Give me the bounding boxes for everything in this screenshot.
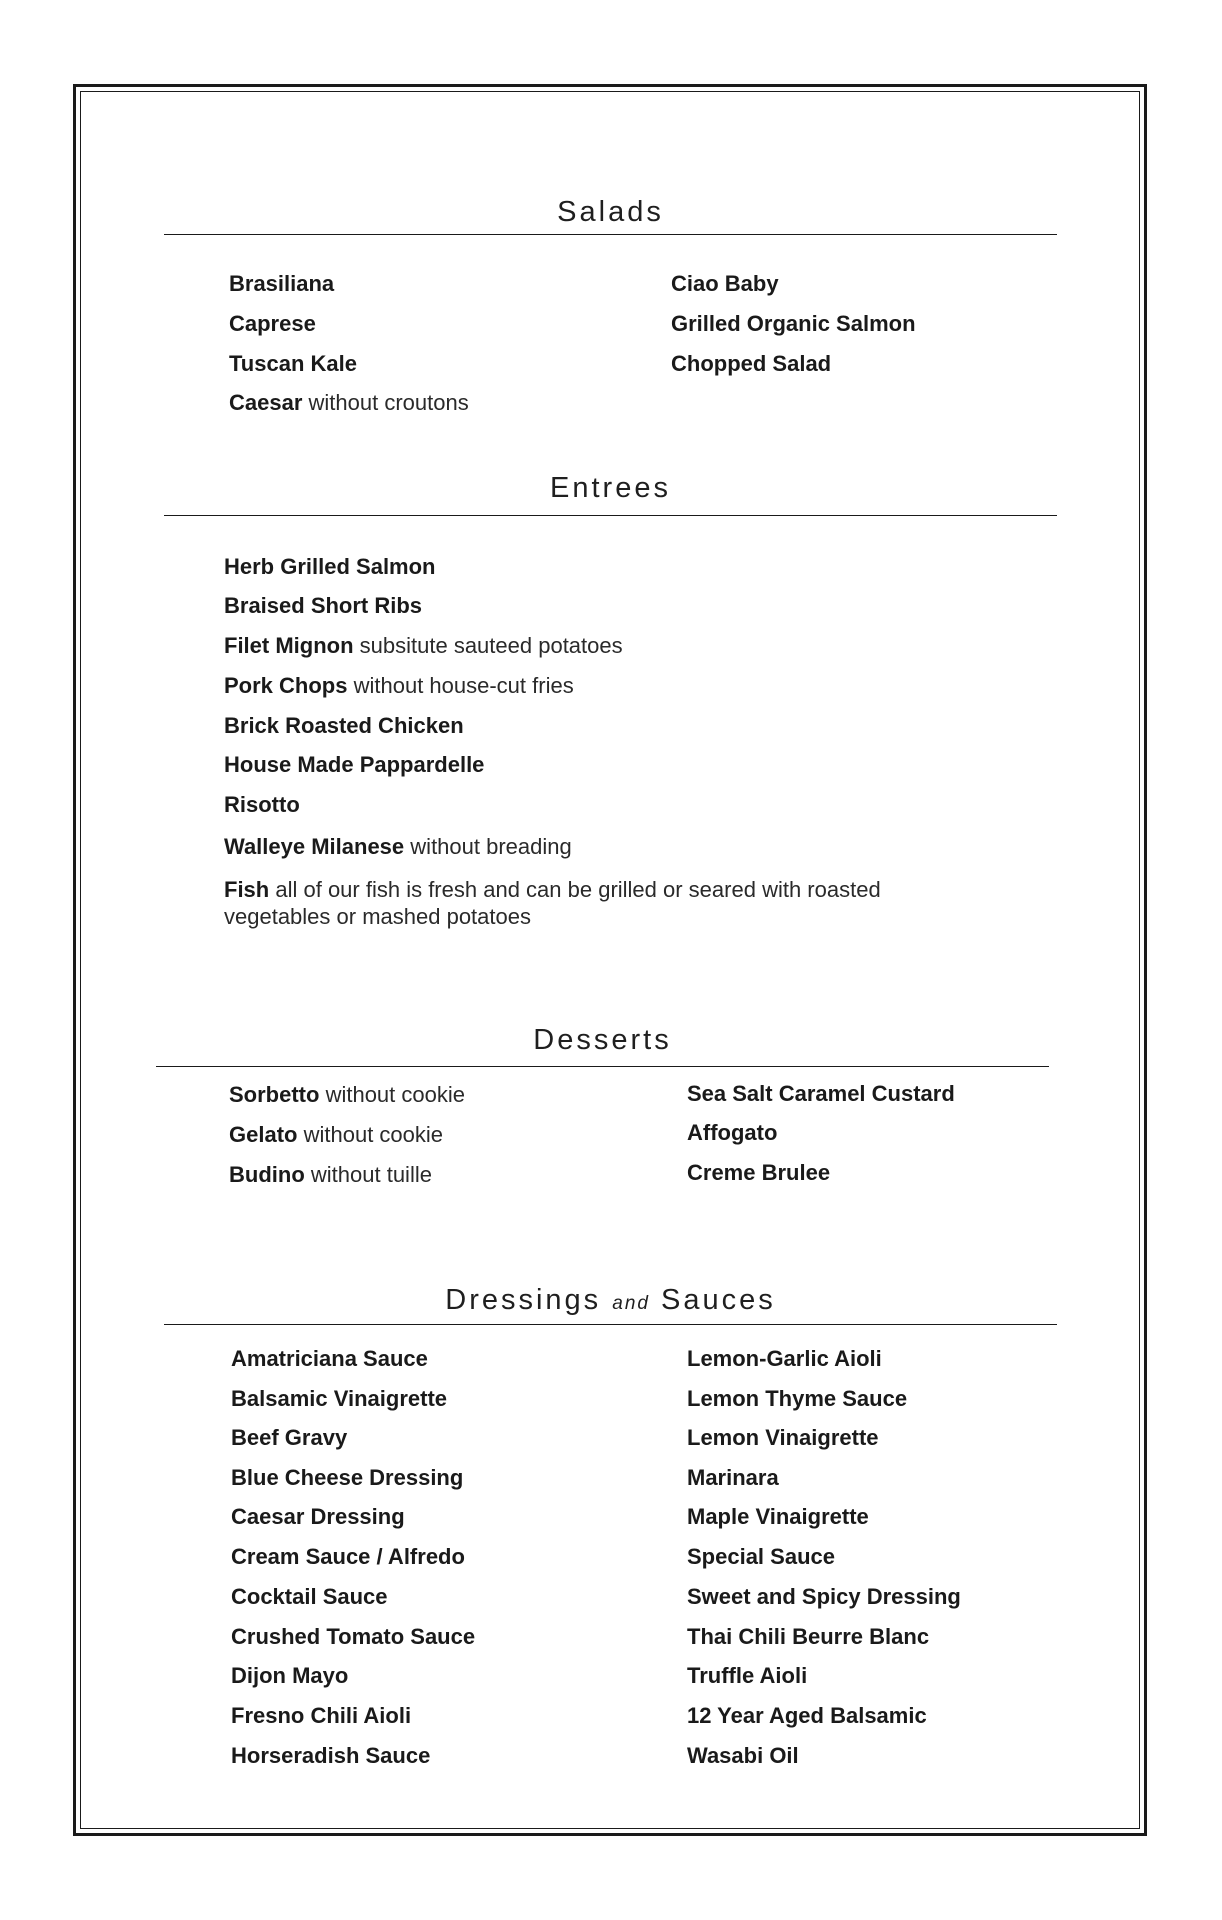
item-name: Affogato — [687, 1120, 778, 1145]
sauce-item — [687, 1743, 799, 1769]
item-name: Truffle Aioli — [687, 1663, 808, 1688]
sauce-item — [231, 1703, 411, 1729]
menu-item — [229, 311, 316, 337]
item-name: Balsamic Vinaigrette — [231, 1386, 448, 1411]
title-and: and — [612, 1293, 650, 1314]
item-name: Lemon Vinaigrette — [687, 1425, 879, 1450]
menu-item — [687, 1081, 955, 1107]
item-name: Budino — [229, 1162, 305, 1187]
sauce-item — [687, 1386, 907, 1412]
menu-item — [229, 1162, 432, 1188]
item-name: Wasabi Oil — [687, 1743, 799, 1768]
item-name: Grilled Organic Salmon — [671, 311, 916, 336]
item-name: Walleye Milanese — [224, 834, 405, 859]
item-note: subsitute sauteed potatoes — [359, 633, 623, 658]
menu-item — [224, 713, 464, 739]
menu-item — [224, 876, 984, 930]
item-name: Creme Brulee — [687, 1160, 831, 1185]
sauces-divider — [164, 1324, 1057, 1325]
item-name: Chopped Salad — [671, 351, 832, 376]
item-name: Crushed Tomato Sauce — [231, 1624, 476, 1649]
item-name: Fresno Chili Aioli — [231, 1703, 412, 1728]
menu-item — [229, 390, 469, 416]
item-name: Thai Chili Beurre Blanc — [687, 1624, 930, 1649]
item-name: Amatriciana Sauce — [231, 1346, 428, 1371]
item-name: Braised Short Ribs — [224, 593, 423, 618]
item-name: Maple Vinaigrette — [687, 1504, 869, 1529]
item-note: without house-cut fries — [353, 673, 574, 698]
item-name: Special Sauce — [687, 1544, 835, 1569]
section-title-salads: Salads — [557, 196, 664, 228]
title-dressings: Dressings — [445, 1284, 602, 1316]
menu-item — [687, 1120, 777, 1146]
sauce-item — [687, 1624, 929, 1650]
item-name: Sorbetto — [229, 1082, 320, 1107]
item-name: Brick Roasted Chicken — [224, 713, 464, 738]
item-name: Caesar Dressing — [231, 1504, 405, 1529]
item-name: Herb Grilled Salmon — [224, 554, 436, 579]
menu-item — [224, 554, 436, 580]
entrees-divider — [164, 515, 1057, 516]
menu-item — [671, 271, 779, 297]
menu-item — [224, 752, 484, 778]
item-name: Ciao Baby — [671, 271, 779, 296]
item-name: Caprese — [229, 311, 316, 336]
menu-item — [229, 1082, 465, 1108]
item-name: Risotto — [224, 792, 300, 817]
menu-item — [671, 351, 831, 377]
item-note: without tuille — [310, 1162, 432, 1187]
menu-item — [224, 834, 572, 860]
item-name: Fish — [224, 877, 270, 902]
menu-item — [229, 1122, 443, 1148]
item-name: Marinara — [687, 1465, 779, 1490]
sauce-item — [231, 1346, 428, 1372]
sauce-item — [231, 1584, 388, 1610]
item-name: Horseradish Sauce — [231, 1743, 431, 1768]
menu-item — [229, 351, 357, 377]
salads-divider — [164, 234, 1057, 235]
menu-item — [224, 792, 300, 818]
item-note: without cookie — [325, 1082, 465, 1107]
desserts-divider — [156, 1066, 1049, 1067]
sauce-item — [231, 1544, 465, 1570]
item-name: 12 Year Aged Balsamic — [687, 1703, 927, 1728]
item-name: Sea Salt Caramel Custard — [687, 1081, 955, 1106]
item-name: Lemon Thyme Sauce — [687, 1386, 908, 1411]
menu-item — [229, 271, 334, 297]
sauce-item — [687, 1504, 869, 1530]
menu-item — [671, 311, 916, 337]
sauce-item — [231, 1743, 430, 1769]
item-name: Brasiliana — [229, 271, 335, 296]
sauce-item — [231, 1504, 405, 1530]
sauce-item — [231, 1425, 347, 1451]
sauce-item — [687, 1346, 882, 1372]
title-sauces: Sauces — [661, 1284, 776, 1316]
item-name: Cocktail Sauce — [231, 1584, 388, 1609]
sauce-item — [687, 1544, 835, 1570]
sauce-item — [687, 1465, 779, 1491]
sauce-item — [687, 1663, 807, 1689]
item-name: Lemon-Garlic Aioli — [687, 1346, 882, 1371]
item-note: without croutons — [308, 390, 469, 415]
section-title-entrees: Entrees — [550, 472, 671, 504]
menu-item — [224, 633, 623, 659]
sauce-item — [231, 1624, 475, 1650]
item-note: all of our fish is fresh and can be grilled or seared with roasted vegetables or mashed potatoes — [224, 877, 881, 929]
section-title-desserts: Desserts — [533, 1024, 672, 1056]
menu-item — [224, 593, 422, 619]
item-name: Caesar — [229, 390, 303, 415]
sauce-item — [687, 1703, 927, 1729]
sauce-item — [687, 1425, 879, 1451]
menu-border — [73, 84, 1147, 1836]
sauce-item — [231, 1465, 463, 1491]
item-name: Beef Gravy — [231, 1425, 348, 1450]
item-note: without cookie — [303, 1122, 444, 1147]
item-note: without breading — [410, 834, 572, 859]
sauce-item — [231, 1663, 348, 1689]
menu-item — [224, 673, 574, 699]
item-name: Blue Cheese Dressing — [231, 1465, 464, 1490]
sauce-item — [687, 1584, 961, 1610]
item-name: Cream Sauce / Alfredo — [231, 1544, 465, 1569]
item-name: Sweet and Spicy Dressing — [687, 1584, 961, 1609]
item-name: Filet Mignon — [224, 633, 354, 658]
item-name: Gelato — [229, 1122, 298, 1147]
section-title-dressings-sauces — [164, 1284, 1057, 1317]
menu-item — [687, 1160, 830, 1186]
item-name: House Made Pappardelle — [224, 752, 485, 777]
item-name: Dijon Mayo — [231, 1663, 349, 1688]
sauce-item — [231, 1386, 447, 1412]
item-name: Pork Chops — [224, 673, 348, 698]
item-name: Tuscan Kale — [229, 351, 357, 376]
